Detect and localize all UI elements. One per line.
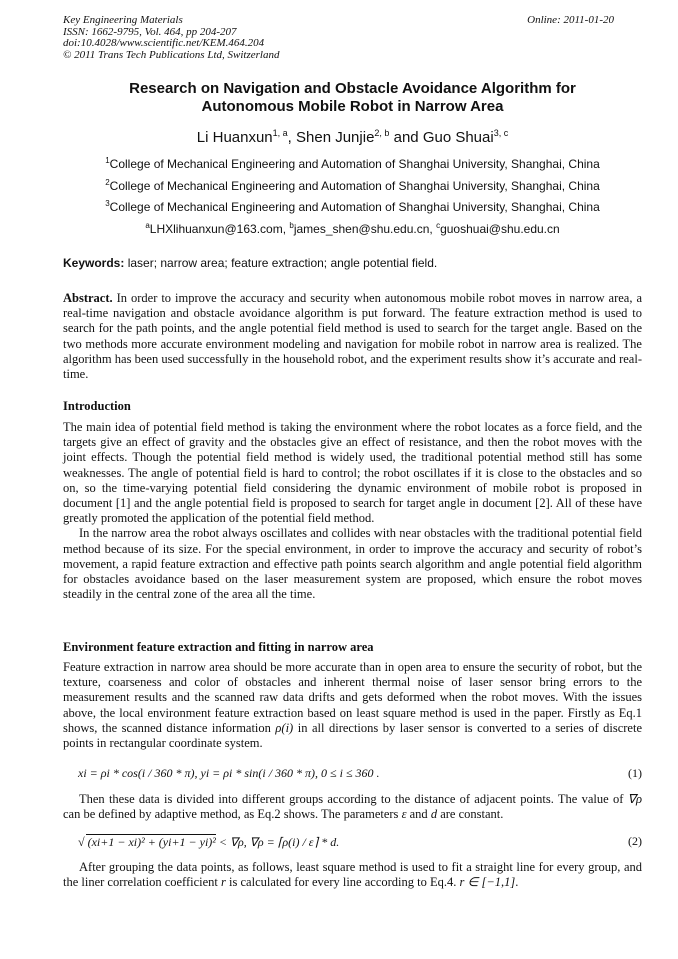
author-2: Shen Junjie — [296, 129, 375, 146]
author-3-sup: 3, c — [493, 128, 509, 138]
abstract-label: Abstract. — [63, 291, 113, 305]
epsilon-symbol: ε — [401, 807, 407, 822]
heading-introduction: Introduction — [63, 399, 131, 413]
author-2-sup: 2, b — [374, 128, 390, 138]
section2-paragraph-3 — [63, 860, 642, 890]
email-b-sup: b — [289, 221, 294, 230]
section2-p2-text-a: Then these data is divided into different groups according to the distance of adjacent points. The value of — [79, 792, 628, 806]
section2-paragraph-1 — [63, 660, 642, 751]
affiliation-2-text: College of Mechanical Engineering and Automation of Shanghai University, Shanghai, China — [109, 179, 600, 193]
title-line-2: Autonomous Mobile Robot in Narrow Area — [201, 98, 504, 115]
section2-p3-text-c: . — [515, 875, 519, 890]
journal-issn: ISSN: 1662-9795, Vol. 464, pp 204-207 — [63, 25, 237, 38]
equation-1-number: (1) — [628, 766, 642, 780]
abstract — [63, 291, 642, 382]
author-3: Guo Shuai — [422, 129, 494, 146]
email-c: guoshuai@shu.edu.cn — [440, 222, 560, 236]
equation-1 — [78, 766, 642, 781]
email-c-sup: c — [436, 221, 441, 230]
title-line-1: Research on Navigation and Obstacle Avoidance Algorithm for — [129, 80, 576, 97]
section2-p1-text-a: Feature extraction in narrow area should be more accurate than in open area to ensure the security of robot, but the texture, coarseness and color of obstacles and inherent thermal noise of laser sensor bring errors to the measurement results and the scanned raw data drifts and gets deformed when the robot moves. With the issues above, the local environment feature extraction based on least square method is used in the paper. Firstly as Eq.1 shows, the scanned distance information — [63, 660, 642, 735]
introduction-paragraph-2: In the narrow area the robot always oscillates and collides with near obstacles with the traditional potential field method because of its size. For the special environment, in order to improve the accuracy and security of robot’s movement, a rapid feature extraction and effective path points search algorithm and angle potential field algorithm for obstacles avoidance based on the laser measurement system are proposed, which ensure the robot moves steadily in the central zone of the area all the time. — [63, 526, 642, 602]
affiliation-3-text: College of Mechanical Engineering and Automation of Shanghai University, Shanghai, China — [109, 200, 600, 214]
affiliation-1 — [63, 156, 642, 171]
journal-name: Key Engineering Materials — [63, 14, 183, 26]
section2-p3-text-b: is calculated for every line according to Eq.4. — [225, 875, 460, 890]
affiliation-2 — [63, 178, 642, 193]
rho-i-symbol: ρ(i) — [275, 720, 294, 735]
email-b: james_shen@shu.edu.cn, — [293, 222, 437, 236]
journal-copyright: © 2011 Trans Tech Publications Ltd, Switzerland — [63, 48, 280, 61]
author-1: Li Huanxun — [196, 129, 273, 146]
keywords-text: laser; narrow area; feature extraction; angle potential field. — [124, 256, 438, 270]
paper-title — [63, 80, 642, 116]
keywords — [63, 256, 437, 270]
introduction-body — [63, 420, 642, 602]
nabla-rho-symbol: ∇ρ — [627, 792, 642, 806]
affiliation-2-sup: 2 — [105, 178, 110, 187]
email-a: LHXlihuanxun@163.com, — [149, 222, 290, 236]
author-emails — [63, 221, 642, 236]
introduction-paragraph-1: The main idea of potential field method is taking the environment where the robot locates as a force field, and the targets give an effect of gravity and the obstacles give an effect of resistance, and then the robot moves with the joint effects. Though the potential field method is widely used, the traditional potential method still has some weaknesses. The angle of potential field is hard to control; the robot oscillates if it is close to the obstacles and so on, so the time-varying potential field considering the dynamic environment of mobile robot is proposed in document [1] and the angle potential field is proposed to search for target angle in document [2]. All of these have greatly promoted the application of the potential field method. — [63, 420, 642, 526]
journal-header — [63, 15, 614, 61]
section2-p2-text-c: and — [406, 807, 431, 822]
affiliation-3-sup: 3 — [105, 199, 110, 208]
affiliation-3 — [63, 199, 642, 214]
section2-paragraph-2 — [63, 792, 642, 822]
section2-p1-text-b: in all directions by laser sensor is converted to a series of discrete points in rectangular coordinate system. — [63, 720, 642, 751]
equation-2-rest: < ∇ρ, ∇ρ = ⌈ρ(i) / ε⌉ * d. — [215, 835, 340, 849]
equation-2-radicand: (xi+1 − xi)² + (yi+1 − yi)² — [87, 835, 216, 849]
section2-p2-text-b: can be defined by adaptive method, as Eq.2 shows. The parameters — [63, 807, 402, 822]
keywords-label: Keywords: — [63, 256, 125, 270]
affiliation-1-text: College of Mechanical Engineering and Automation of Shanghai University, Shanghai, China — [109, 157, 600, 171]
online-date: Online: 2011-01-20 — [527, 14, 614, 26]
r-symbol: r — [221, 875, 226, 890]
d-symbol: d — [430, 807, 438, 822]
equation-2: √ (xi+1 − xi)² + (yi+1 − yi)² < ∇ρ, ∇ρ = ⌈ρ(i) / ε⌉ * d. (2) — [78, 834, 642, 849]
equation-2-number: (2) — [628, 834, 642, 848]
affiliation-1-sup: 1 — [105, 156, 110, 165]
author-list — [63, 128, 642, 146]
author-1-sup: 1, a — [272, 128, 288, 138]
abstract-text: In order to improve the accuracy and security when autonomous mobile robot moves in narrow area, a real-time navigation and obstacle avoidance algorithm is put forward. The feature extraction method is used to search for the path points, and the angle potential field method is used to search for the target angle. Based on the two methods more accurate environment modeling and navigation for mobile robot in narrow area is realized. The algorithm has been used successfully in the household robot, and the experiment results show it’s accurate and real-time. — [63, 291, 642, 382]
journal-doi: doi:10.4028/www.scientific.net/KEM.464.204 — [63, 37, 265, 49]
email-a-sup: a — [145, 221, 150, 230]
section2-p2-text-d: are constant. — [437, 807, 504, 822]
r-range-symbol: r ∈ [−1,1] — [459, 875, 516, 890]
author-separator-1: , — [287, 129, 297, 146]
section2-p3-text-a: After grouping the data points, as follows, least square method is used to fit a straight line for every group, and the liner correlation coefficient — [63, 860, 642, 890]
author-separator-2: and — [389, 129, 423, 146]
equation-1-body: xi = ρi * cos(i / 360 * π), yi = ρi * sin(i / 360 * π), 0 ≤ i ≤ 360 . — [78, 766, 380, 780]
heading-environment-feature: Environment feature extraction and fitting in narrow area — [63, 640, 374, 654]
